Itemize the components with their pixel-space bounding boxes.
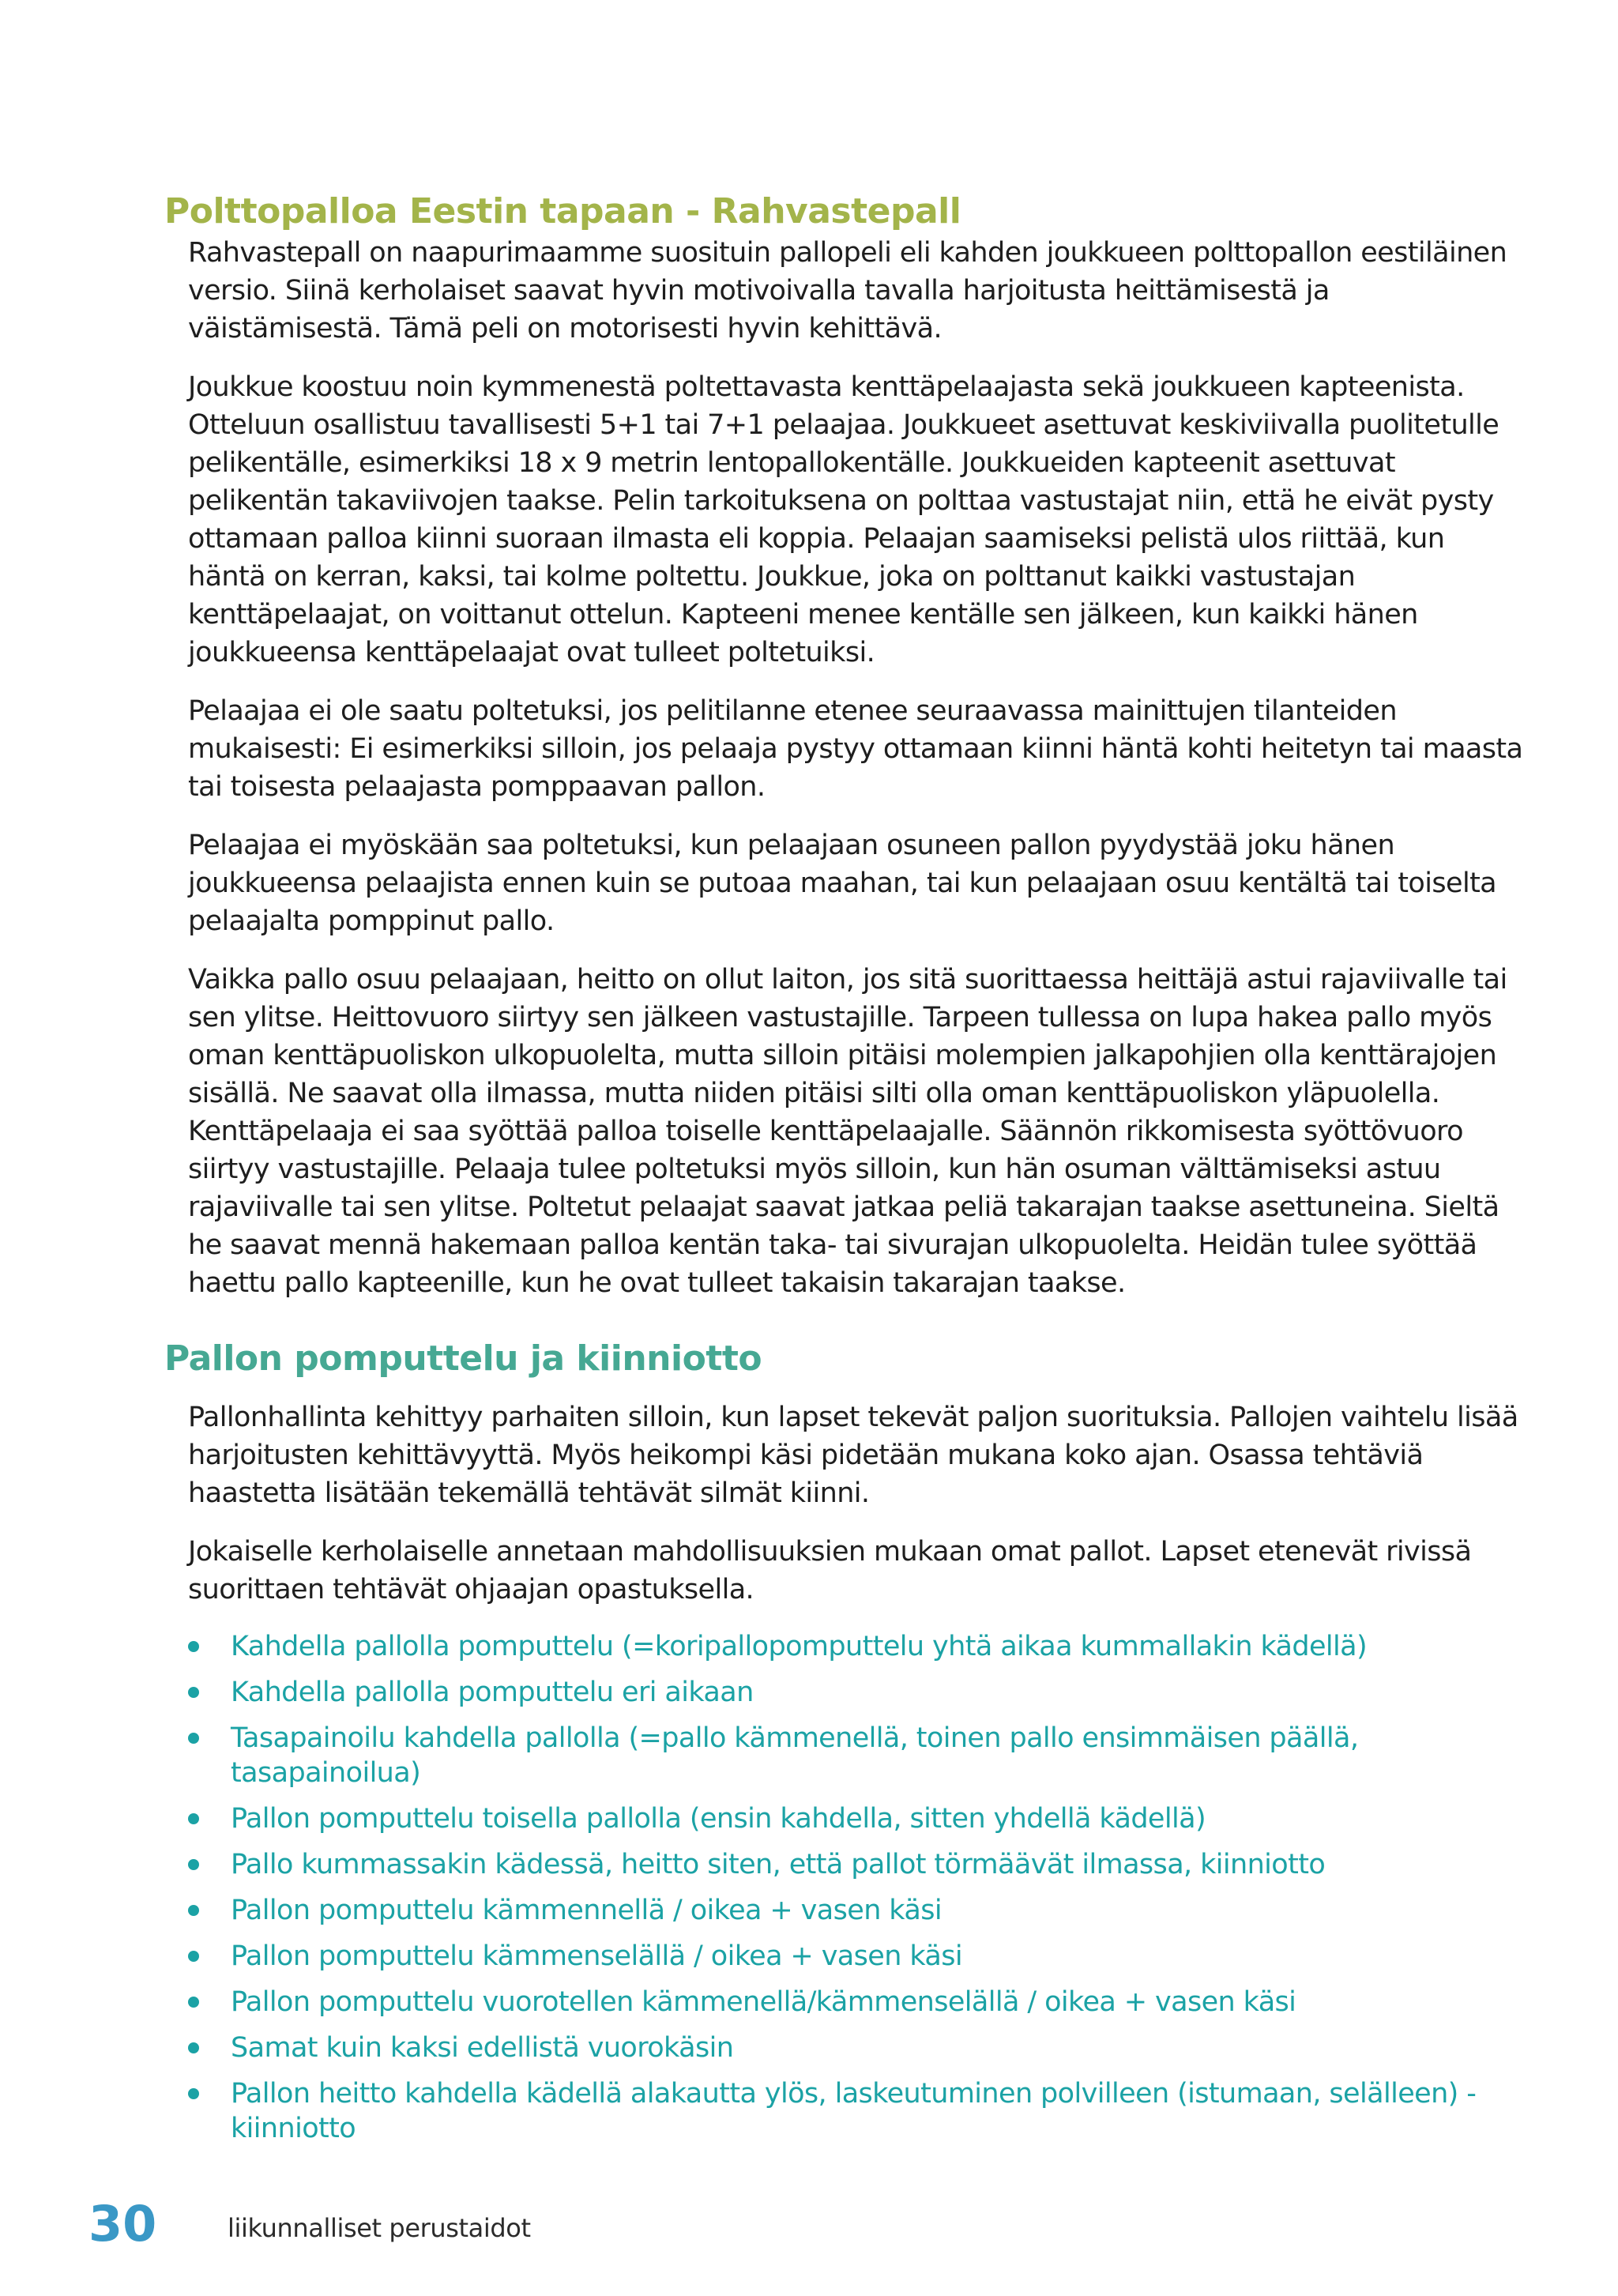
section-body-rahvastepall (164, 234, 1523, 1302)
bullet-icon (188, 1905, 199, 1916)
page-number: 30 (88, 2195, 157, 2253)
bullet-icon (188, 1997, 199, 2008)
paragraph: Pallonhallinta kehittyy parhaiten silloin, kun lapset tekevät paljon suorituksia. Pallojen vaihtelu lisää harjoitusten kehittävyyttä. Myös heikompi käsi pidetään mukana koko ajan. Osassa tehtäviä haastetta lisätään tekemällä tehtävät silmät kiinni. (188, 1402, 1518, 1509)
bullet-icon (188, 1641, 199, 1652)
section-body-pomputtelu (164, 1398, 1523, 1609)
paragraph: Rahvastepall on naapurimaamme suosituin pallopeli eli kahden joukkueen polttopallon eestiläinen versio. Siinä kerholaiset saavat hyvin motivoivalla tavalla harjoitusta heittämisestä ja väistämisestä. Tämä peli on motorisesti hyvin kehittävä. (188, 237, 1507, 344)
list-item (164, 1721, 1523, 1790)
paragraph: Vaikka pallo osuu pelaajaan, heitto on ollut laiton, jos sitä suorittaessa heittäjä astui rajaviivalle tai sen ylitse. Heittovuoro siirtyy sen jälkeen vastustajille. Tarpeen tullessa on lupa hakea pallo myös oman kenttäpuoliskon ulkopuolelta, mutta silloin pitäisi molempien jalkapohjien olla kenttärajojen sisällä. Ne saavat olla ilmassa, mutta niiden pitäisi silti olla oman kenttäpuoliskon yläpuolella. Kenttäpelaaja ei saa syöttää palloa toiselle kenttäpelaajalle. Säännön rikkomisesta syöttövuoro siirtyy vastustajille. Pelaaja tulee poltetuksi myös silloin, kun hän osuman välttämiseksi astuu rajaviivalle tai sen ylitse. Poltetut pelaajat saavat jatkaa peliä takarajan taakse asettuneina. Sieltä he saavat mennä hakemaan palloa kentän taka- tai sivurajan ulkopuolelta. Heidän tulee syöttää haettu pallo kapteenille, kun he ovat tulleet takaisin takarajan taakse. (188, 964, 1507, 1299)
paragraph: Jokaiselle kerholaiselle annetaan mahdollisuuksien mukaan omat pallot. Lapset etenevät rivissä suorittaen tehtävät ohjaajan opastuksella. (188, 1536, 1472, 1605)
footer-section-label: liikunnalliset perustaidot (228, 2213, 531, 2243)
list-item-text: Kahdella pallolla pomputtelu (=koripallopomputtelu yhtä aikaa kummallakin kädellä) (231, 1631, 1368, 1662)
list-item (164, 1629, 1523, 1664)
list-item-text: Pallon pomputtelu vuorotellen kämmenellä/kämmenselällä / oikea + vasen käsi (231, 1986, 1296, 2018)
list-item-text: Kahdella pallolla pomputtelu eri aikaan (231, 1677, 754, 1708)
list-item-text: Pallon heitto kahdella kädellä alakautta ylös, laskeutuminen polvilleen (istumaan, selälleen) - kiinniotto (231, 2078, 1477, 2144)
page-content (164, 190, 1523, 2157)
list-item-text: Pallo kummassakin kädessä, heitto siten, että pallot törmäävät ilmassa, kiinniotto (231, 1849, 1326, 1880)
list-item (164, 1675, 1523, 1710)
list-item (164, 2031, 1523, 2065)
bullet-icon (188, 1951, 199, 1962)
list-item (164, 1939, 1523, 1974)
list-item-text: Pallon pomputtelu kämmennellä / oikea + vasen käsi (231, 1895, 942, 1926)
paragraph: Joukkue koostuu noin kymmenestä poltettavasta kenttäpelaajasta sekä joukkueen kapteenista. Otteluun osallistuu tavallisesti 5+1 tai 7+1 pelaajaa. Joukkueet asettuvat keskiviivalla puolitetulle pelikentälle, esimerkiksi 18 x 9 metrin lentopallokentälle. Joukkueiden kapteenit asettuvat pelikentän takaviivojen taakse. Pelin tarkoituksena on polttaa vastustajat niin, että he eivät pysty ottamaan palloa kiinni suoraan ilmasta eli koppia. Pelaajan saamiseksi pelistä ulos riittää, kun häntä on kerran, kaksi, tai kolme poltettu. Joukkue, joka on polttanut kaikki vastustajan kenttäpelaajat, on voittanut ottelun. Kapteeni menee kentälle sen jälkeen, kun kaikki hänen joukkueensa kenttäpelaajat ovat tulleet poltetuiksi. (188, 371, 1499, 668)
list-item (164, 1893, 1523, 1928)
list-item (164, 1985, 1523, 2019)
bullet-icon (188, 1859, 199, 1870)
drill-list (164, 1629, 1523, 2146)
bullet-icon (188, 2042, 199, 2053)
list-item (164, 1801, 1523, 1836)
list-item-text: Samat kuin kaksi edellistä vuorokäsin (231, 2032, 734, 2064)
bullet-icon (188, 1813, 199, 1824)
section-heading-pomputtelu: Pallon pomputtelu ja kiinniotto (164, 1338, 762, 1379)
bullet-icon (188, 2088, 199, 2099)
list-item-text: Tasapainoilu kahdella pallolla (=pallo kämmenellä, toinen pallo ensimmäisen päällä, tasapainoilua) (231, 1722, 1359, 1789)
paragraph: Pelaajaa ei myöskään saa poltetuksi, kun pelaajaan osuneen pallon pyydystää joku hänen joukkueensa pelaajista ennen kuin se putoaa maahan, tai kun pelaajaan osuu kentältä tai toiselta pelaajalta pomppinut pallo. (188, 830, 1497, 937)
list-item (164, 1847, 1523, 1882)
list-item-text: Pallon pomputtelu kämmenselällä / oikea + vasen käsi (231, 1940, 962, 1972)
bullet-icon (188, 1687, 199, 1698)
section-heading-rahvastepall: Polttopalloa Eestin tapaan - Rahvastepall (164, 191, 961, 231)
paragraph: Pelaajaa ei ole saatu poltetuksi, jos pelitilanne etenee seuraavassa mainittujen tilanteiden mukaisesti: Ei esimerkiksi silloin, jos pelaaja pystyy ottamaan kiinni häntä kohti heitetyn tai maasta tai toisesta pelaajasta pomppaavan pallon. (188, 695, 1523, 803)
list-item-text: Pallon pomputtelu toisella pallolla (ensin kahdella, sitten yhdellä kädellä) (231, 1803, 1206, 1835)
bullet-icon (188, 1733, 199, 1744)
list-item (164, 2076, 1523, 2146)
